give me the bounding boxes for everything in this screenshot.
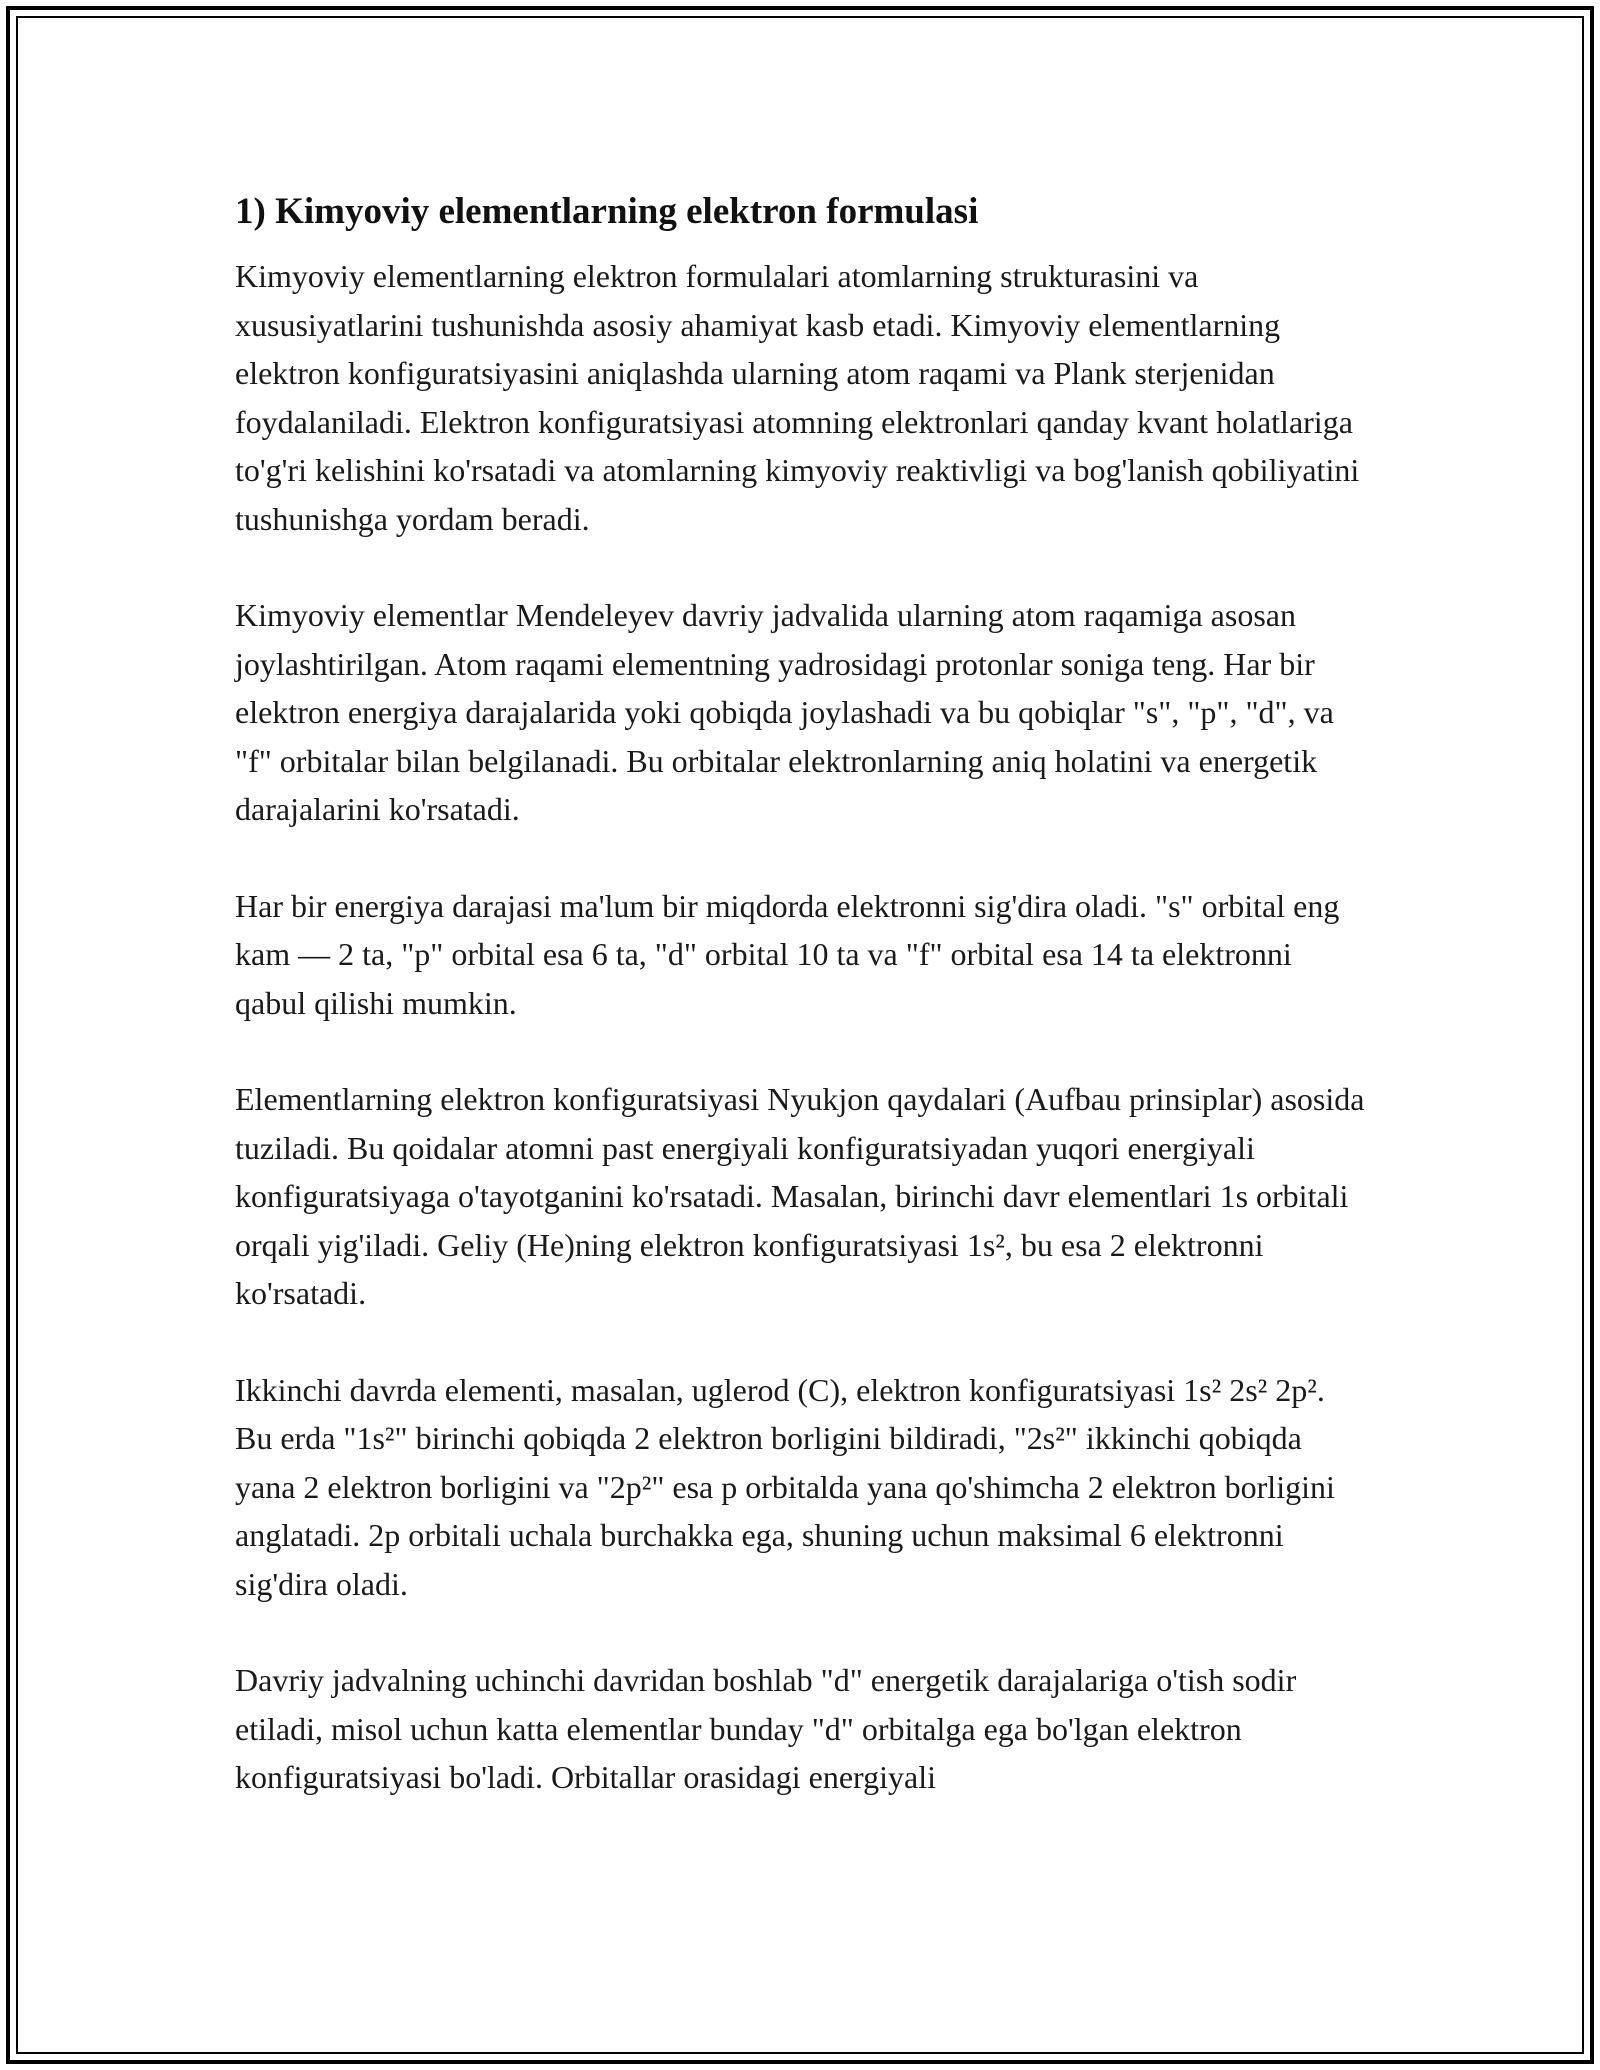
paragraph-1: Kimyoviy elementlarning elektron formulalari atomlarning strukturasini va xususiyatlarini tushunishda asosiy ahamiyat kasb etadi. Kimyoviy elementlarning elektron konfiguratsiyasini aniqlashda ularning atom raqami va Plank sterjenidan foydalaniladi. Elektron konfiguratsiyasi atomning elektronlari qanday kvant holatlariga to'g'ri kelishini ko'rsatadi va atomlarning kimyoviy reaktivligi va bog'lanish qobiliyatini tushunishga yordam beradi. — [235, 258, 1360, 537]
paragraph-4: Elementlarning elektron konfiguratsiyasi Nyukjon qaydalari (Aufbau prinsiplar) asosida tuziladi. Bu qoidalar atomni past energiyali konfiguratsiyadan yuqori energiyali konfiguratsiyaga o'tayotganini ko'rsatadi. Masalan, birinchi davr elementlari 1s orbitali orqali yig'iladi. Geliy (He)ning elektron konfiguratsiyasi 1s², bu esa 2 elektronni ko'rsatadi. — [235, 1081, 1365, 1311]
document-body — [235, 186, 1370, 1850]
document-title: 1) Kimyoviy elementlarning elektron formulasi — [235, 191, 979, 232]
paragraph-5: Ikkinchi davrda elementi, masalan, uglerod (C), elektron konfiguratsiyasi 1s² 2s² 2p². Bu erda "1s²" birinchi qobiqda 2 elektron borligini bildiradi, "2s²" ikkinchi qobiqda yana 2 elektron borligini va "2p²" esa p orbitalda yana qo'shimcha 2 elektron borligini anglatadi. 2p orbitali uchala burchakka ega, shuning uchun maksimal 6 elektronni sig'dira oladi. — [235, 1371, 1335, 1602]
paragraph-6: Davriy jadvalning uchinchi davridan boshlab "d" energetik darajalariga o'tish sodir etiladi, misol uchun katta elementlar bunday "d" orbitalga ega bo'lgan elektron konfiguratsiyasi bo'ladi. Orbitallar orasidagi energiyali — [235, 1662, 1297, 1795]
paragraph-2: Kimyoviy elementlar Mendeleyev davriy jadvalida ularning atom raqamiga asosan joylashtirilgan. Atom raqami elementning yadrosidagi protonlar soniga teng. Har bir elektron energiya darajalarida yoki qobiqda joylashadi va bu qobiqlar "s", "p", "d", va "f" orbitalar bilan belgilanadi. Bu orbitalar elektronlarning aniq holatini va energetik darajalarini ko'rsatadi. — [235, 597, 1334, 827]
paragraph-3: Har bir energiya darajasi ma'lum bir miqdorda elektronni sig'dira oladi. "s" orbital eng kam — 2 ta, "p" orbital esa 6 ta, "d" orbital 10 ta va "f" orbital esa 14 ta elektronni qabul qilishi mumkin. — [235, 887, 1340, 1021]
